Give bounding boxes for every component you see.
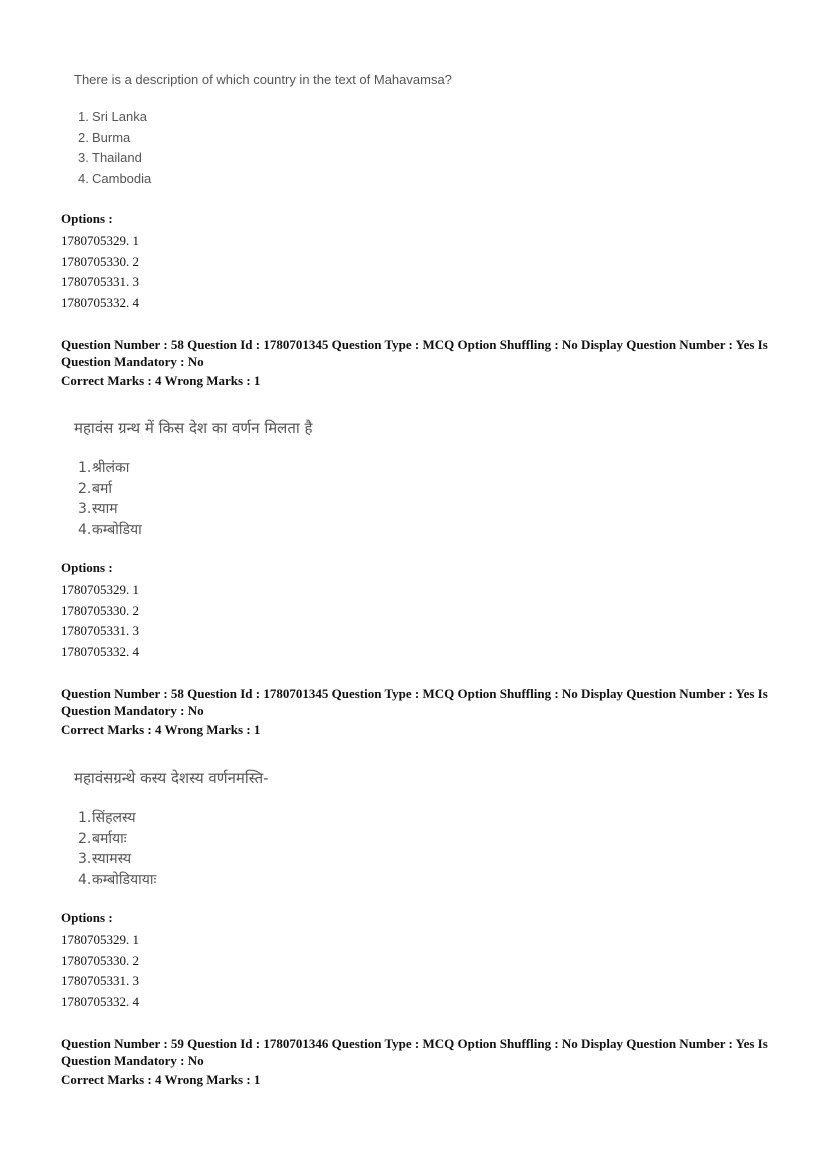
question-image-sanskrit bbox=[74, 768, 269, 891]
option-row: 1780705329. 1 bbox=[61, 932, 139, 947]
option-row: 1780705331. 3 bbox=[61, 973, 139, 989]
question-image-hindi bbox=[74, 418, 313, 541]
option-row: 1780705330. 2 bbox=[61, 602, 139, 618]
options-label: Options : bbox=[61, 211, 113, 226]
choice-item: 2.बर्मायाः bbox=[78, 830, 127, 847]
question-marks: Correct Marks : 4 Wrong Marks : 1 bbox=[61, 373, 261, 388]
question-marks: Correct Marks : 4 Wrong Marks : 1 bbox=[61, 1072, 261, 1087]
choice-item: 1. Sri Lanka bbox=[78, 109, 147, 124]
option-row: 1780705329. 1 bbox=[61, 582, 139, 597]
choice-item: 4.कम्बोडियायाः bbox=[78, 872, 157, 889]
question-marks: Correct Marks : 4 Wrong Marks : 1 bbox=[61, 722, 261, 737]
question-meta bbox=[61, 1036, 771, 1089]
choice-item: 3.स्यामस्य bbox=[78, 851, 132, 868]
options-label: Options : bbox=[61, 560, 113, 575]
option-row: 1780705332. 4 bbox=[61, 644, 139, 660]
choice-item: 2. Burma bbox=[78, 129, 131, 145]
option-row: 1780705332. 4 bbox=[61, 295, 139, 311]
options-list bbox=[61, 910, 139, 1013]
option-row: 1780705331. 3 bbox=[61, 623, 139, 639]
question-choices bbox=[74, 107, 452, 190]
option-row: 1780705330. 2 bbox=[61, 253, 139, 269]
option-row: 1780705330. 2 bbox=[61, 952, 139, 968]
question-image-english bbox=[74, 72, 452, 190]
choice-item: 3. Thailand bbox=[78, 150, 142, 166]
option-row: 1780705329. 1 bbox=[61, 233, 139, 248]
choice-item: 3.स्याम bbox=[78, 501, 118, 518]
question-meta bbox=[61, 686, 771, 739]
options-label: Options : bbox=[61, 910, 113, 925]
question-choices bbox=[74, 458, 313, 541]
choice-item: 4. Cambodia bbox=[78, 171, 152, 187]
choice-item: 2.बर्मा bbox=[78, 480, 112, 497]
choice-item: 4.कम्बोडिया bbox=[78, 522, 142, 539]
choice-item: 1.श्रीलंका bbox=[78, 460, 130, 476]
question-meta bbox=[61, 337, 771, 390]
options-list bbox=[61, 211, 139, 314]
question-text: महावंसग्रन्थे कस्य देशस्य वर्णनमस्ति- bbox=[74, 769, 269, 787]
option-row: 1780705331. 3 bbox=[61, 274, 139, 290]
option-row: 1780705332. 4 bbox=[61, 994, 139, 1010]
choice-item: 1.सिंहलस्य bbox=[78, 810, 136, 826]
question-header: Question Number : 59 Question Id : 1780701346 Question Type : MCQ Option Shuffling : No Display Question Number : Yes Is Question Mandatory : No bbox=[61, 1036, 768, 1068]
question-text: महावंस ग्रन्थ में किस देश का वर्णन मिलता है bbox=[74, 419, 313, 437]
question-header: Question Number : 58 Question Id : 1780701345 Question Type : MCQ Option Shuffling : No Display Question Number : Yes Is Question Mandatory : No bbox=[61, 337, 768, 369]
question-header: Question Number : 58 Question Id : 1780701345 Question Type : MCQ Option Shuffling : No Display Question Number : Yes Is Question Mandatory : No bbox=[61, 686, 768, 718]
options-list bbox=[61, 560, 139, 663]
question-text: There is a description of which country in the text of Mahavamsa? bbox=[74, 72, 452, 87]
question-choices bbox=[74, 808, 269, 891]
